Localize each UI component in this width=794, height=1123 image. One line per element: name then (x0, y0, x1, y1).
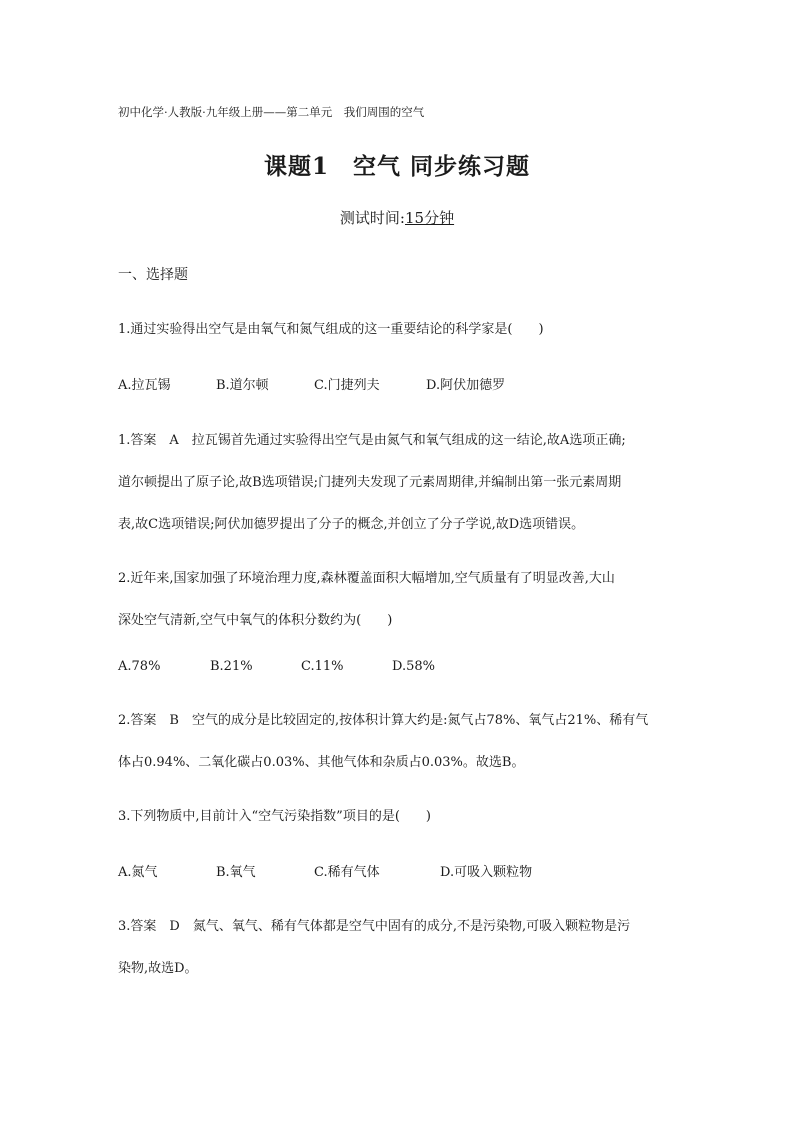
option-d: D.阿伏加德罗 (426, 378, 506, 393)
option-d: D.58% (392, 659, 435, 674)
answer-2-line-2: 体占0.94%、二氧化碳占0.03%、其他气体和杂质占0.03%。故选B。 (118, 755, 525, 770)
option-b: B.道尔顿 (216, 378, 269, 393)
option-b: B.21% (210, 659, 253, 674)
section-heading: 一、选择题 (118, 267, 188, 283)
option-a: A.78% (118, 659, 161, 674)
running-header: 初中化学·人教版·九年级上册——第二单元 我们周围的空气 (118, 105, 425, 119)
option-a: A.氮气 (118, 865, 158, 880)
question-3-stem: 3.下列物质中,目前计入“空气污染指数”项目的是( ) (118, 809, 431, 824)
option-c: C.11% (301, 659, 344, 674)
answer-2-line-1: 2.答案 B 空气的成分是比较固定的,按体积计算大约是:氮气占78%、氧气占21%、稀有气 (118, 713, 649, 728)
page-title: 课题1 空气 同步练习题 (263, 153, 530, 180)
option-a: A.拉瓦锡 (118, 378, 171, 393)
answer-1-line-1: 1.答案 A 拉瓦锡首先通过实验得出空气是由氮气和氧气组成的这一结论,故A选项正确; (118, 433, 626, 448)
answer-1-line-3: 表,故C选项错误;阿伏加德罗提出了分子的概念,并创立了分子学说,故D选项错误。 (118, 517, 585, 532)
answer-3-line-2: 染物,故选D。 (118, 961, 198, 976)
answer-1-line-2: 道尔顿提出了原子论,故B选项错误;门捷列夫发现了元素周期律,并编制出第一张元素周期 (118, 475, 622, 490)
answer-3-line-1: 3.答案 D 氮气、氧气、稀有气体都是空气中固有的成分,不是污染物,可吸入颗粒物是污 (118, 919, 631, 934)
option-d: D.可吸入颗粒物 (440, 865, 533, 880)
option-b: B.氧气 (216, 865, 256, 880)
option-c: C.门捷列夫 (314, 378, 380, 393)
test-duration (0, 207, 794, 228)
question-2-stem-line-2: 深处空气清新,空气中氧气的体积分数约为( ) (118, 613, 393, 628)
question-2-stem-line-1: 2.近年来,国家加强了环境治理力度,森林覆盖面积大幅增加,空气质量有了明显改善,大山 (118, 571, 615, 586)
duration-value: 15分钟 (404, 209, 455, 227)
option-c: C.稀有气体 (314, 865, 380, 880)
duration-label: 测试时间: (339, 209, 405, 227)
question-1-stem: 1.通过实验得出空气是由氧气和氮气组成的这一重要结论的科学家是( ) (118, 322, 544, 337)
